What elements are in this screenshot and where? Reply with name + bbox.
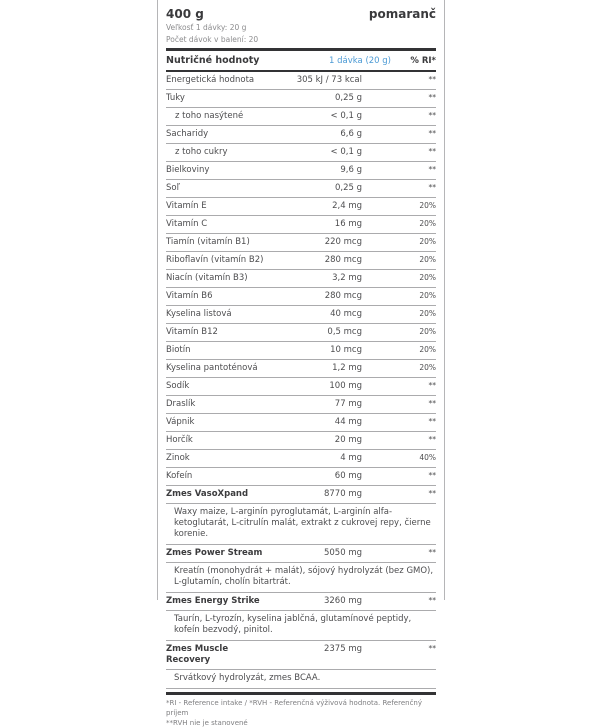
- nutrient-value: 2375 mg: [323, 644, 362, 654]
- nutrient-row: [166, 72, 436, 90]
- nutrient-row: [166, 378, 436, 396]
- blend-description: Taurín, L-tyrozín, kyselina jablčná, glutamínové peptidy, kofeín bezvodý, pinitol.: [166, 611, 436, 641]
- nutrient-name: Zinok: [166, 453, 190, 463]
- blend-row: [166, 545, 436, 563]
- nutrient-ri: **: [428, 75, 436, 84]
- footnote-line-2: **RVH nie je stanovené: [166, 719, 248, 727]
- nutrient-value: 280 mcg: [324, 291, 362, 301]
- nutrient-name: Bielkoviny: [166, 165, 210, 175]
- nutrient-name: Sacharidy: [166, 129, 209, 139]
- nutrient-value: 40 mcg: [330, 309, 362, 319]
- serving-size: Veľkosť 1 dávky: 20 g: [166, 23, 247, 32]
- nutrient-value: 280 mcg: [324, 255, 362, 265]
- nutrient-name: Horčík: [166, 435, 193, 445]
- nutrient-name: z toho nasýtené: [175, 111, 244, 121]
- nutrient-name: Vitamín E: [166, 201, 207, 211]
- nutrient-ri: **: [428, 381, 436, 390]
- nutrient-name: Niacín (vitamín B3): [166, 273, 248, 283]
- table-header-row: [166, 51, 436, 70]
- footnotes: [166, 695, 436, 728]
- table-body: [166, 72, 436, 689]
- nutrient-name: Energetická hodnota: [166, 75, 255, 85]
- nutrient-name: Tuky: [166, 93, 185, 103]
- nutrient-ri: **: [428, 435, 436, 444]
- nutrient-row: [166, 396, 436, 414]
- nutrient-ri: **: [428, 399, 436, 408]
- nutrient-value: 6,6 g: [340, 129, 362, 139]
- nutrient-value: 5050 mg: [323, 548, 362, 558]
- blend-description: Srvátkový hydrolyzát, zmes BCAA.: [166, 670, 436, 689]
- nutrient-value: 3,2 mg: [332, 273, 362, 283]
- nutrient-ri: 20%: [419, 291, 436, 300]
- nutrient-row: [166, 90, 436, 108]
- nutrient-row: [166, 180, 436, 198]
- nutrient-ri: **: [428, 471, 436, 480]
- nutrient-ri: 20%: [419, 327, 436, 336]
- nutrient-ri: **: [428, 489, 436, 498]
- nutrient-name: Tiamín (vitamín B1): [166, 237, 250, 247]
- nutrient-value: < 0,1 g: [330, 111, 362, 121]
- nutrient-value: 305 kJ / 73 kcal: [296, 75, 362, 85]
- blend-row: [166, 641, 436, 670]
- product-flavor: pomaranč: [368, 7, 436, 21]
- nutrient-ri: 20%: [419, 219, 436, 228]
- nutrient-value: 44 mg: [334, 417, 362, 427]
- nutrient-ri: 20%: [419, 345, 436, 354]
- blend-row: [166, 486, 436, 504]
- nutrient-name: Vitamín B6: [166, 291, 213, 301]
- nutrient-name: Vitamín C: [166, 219, 208, 229]
- nutrient-value: 9,6 g: [340, 165, 362, 175]
- nutrient-row: [166, 198, 436, 216]
- nutrient-name: Riboflavín (vitamín B2): [166, 255, 264, 265]
- nutrient-name: Soľ: [166, 183, 180, 193]
- nutrient-ri: **: [428, 93, 436, 102]
- nutrient-name: Zmes Muscle Recovery: [166, 644, 229, 665]
- nutrient-value: 2,4 mg: [332, 201, 362, 211]
- blend-description: Waxy maize, L-arginín pyroglutamát, L-arginín alfa-ketoglutarát, L-citrulín malát, extrakt z cukrovej repy, čierne korenie.: [166, 504, 436, 545]
- nutrient-row: [166, 288, 436, 306]
- nutrient-value: 8770 mg: [323, 489, 362, 499]
- nutrient-name: Zmes VasoXpand: [166, 489, 249, 499]
- nutrient-name: Kofeín: [166, 471, 193, 481]
- nutrient-value: 60 mg: [334, 471, 362, 481]
- nutrient-value: 3260 mg: [323, 596, 362, 606]
- nutrient-row: [166, 342, 436, 360]
- nutrient-name: Kyselina pantoténová: [166, 363, 258, 373]
- nutrient-ri: **: [428, 147, 436, 156]
- nutrient-value: 0,25 g: [334, 93, 362, 103]
- footnote-line-1: *RI - Reference intake / *RVH - Referenčná výživová hodnota. Referenčný príjem: [166, 699, 422, 717]
- column-header-ri: % RI*: [410, 56, 436, 66]
- nutrient-row: [166, 126, 436, 144]
- nutrient-row: [166, 306, 436, 324]
- nutrient-row: [166, 108, 436, 126]
- nutrient-name: Kyselina listová: [166, 309, 232, 319]
- nutrient-name: Vápnik: [166, 417, 195, 427]
- nutrient-name: z toho cukry: [175, 147, 228, 157]
- nutrient-row: [166, 432, 436, 450]
- nutrient-ri: 20%: [419, 237, 436, 246]
- blend-row: [166, 593, 436, 611]
- nutrient-value: 0,5 mcg: [327, 327, 362, 337]
- nutrient-value: 16 mg: [334, 219, 362, 229]
- nutrient-value: 10 mcg: [330, 345, 362, 355]
- nutrient-name: Zmes Power Stream: [166, 548, 263, 558]
- nutrient-ri: **: [428, 165, 436, 174]
- nutrient-row: [166, 324, 436, 342]
- nutrient-ri: 20%: [419, 255, 436, 264]
- nutrient-ri: **: [428, 111, 436, 120]
- nutrition-label: [157, 0, 445, 727]
- nutrient-ri: 20%: [419, 201, 436, 210]
- nutrient-row: [166, 216, 436, 234]
- nutrient-value: 220 mcg: [324, 237, 362, 247]
- nutrient-value: < 0,1 g: [330, 147, 362, 157]
- servings-per-pack: Počet dávok v balení: 20: [166, 35, 259, 44]
- blend-description: Kreatín (monohydrát + malát), sójový hydrolyzát (bez GMO), L-glutamín, cholín bitartrát.: [166, 563, 436, 593]
- nutrient-row: [166, 468, 436, 486]
- label-title-row: [166, 7, 436, 21]
- nutrient-row: [166, 234, 436, 252]
- nutrient-name: Sodík: [166, 381, 190, 391]
- nutrient-ri: **: [428, 417, 436, 426]
- nutrient-value: 20 mg: [334, 435, 362, 445]
- product-weight: 400 g: [166, 7, 204, 21]
- nutrient-ri: **: [428, 183, 436, 192]
- nutrient-row: [166, 252, 436, 270]
- nutrient-row: [166, 450, 436, 468]
- nutrient-name: Vitamín B12: [166, 327, 218, 337]
- nutrient-ri: 20%: [419, 309, 436, 318]
- nutrient-row: [166, 270, 436, 288]
- nutrient-ri: **: [428, 596, 436, 605]
- nutrient-row: [166, 144, 436, 162]
- nutrient-ri: **: [428, 548, 436, 557]
- nutrient-ri: 20%: [419, 363, 436, 372]
- nutrient-ri: 40%: [419, 453, 436, 462]
- column-header-serving: 1 dávka (20 g): [329, 56, 391, 66]
- nutrient-name: Draslík: [166, 399, 196, 409]
- nutrient-row: [166, 414, 436, 432]
- nutrient-value: 0,25 g: [334, 183, 362, 193]
- column-header-nutrients: Nutričné hodnoty: [166, 55, 260, 66]
- nutrient-value: 77 mg: [334, 399, 362, 409]
- nutrient-value: 1,2 mg: [332, 363, 362, 373]
- nutrient-ri: **: [428, 644, 436, 653]
- nutrient-ri: 20%: [419, 273, 436, 282]
- nutrient-name: Biotín: [166, 345, 191, 355]
- nutrient-value: 100 mg: [329, 381, 362, 391]
- nutrient-ri: **: [428, 129, 436, 138]
- nutrient-row: [166, 360, 436, 378]
- nutrient-name: Zmes Energy Strike: [166, 596, 260, 606]
- nutrient-row: [166, 162, 436, 180]
- nutrient-value: 4 mg: [340, 453, 362, 463]
